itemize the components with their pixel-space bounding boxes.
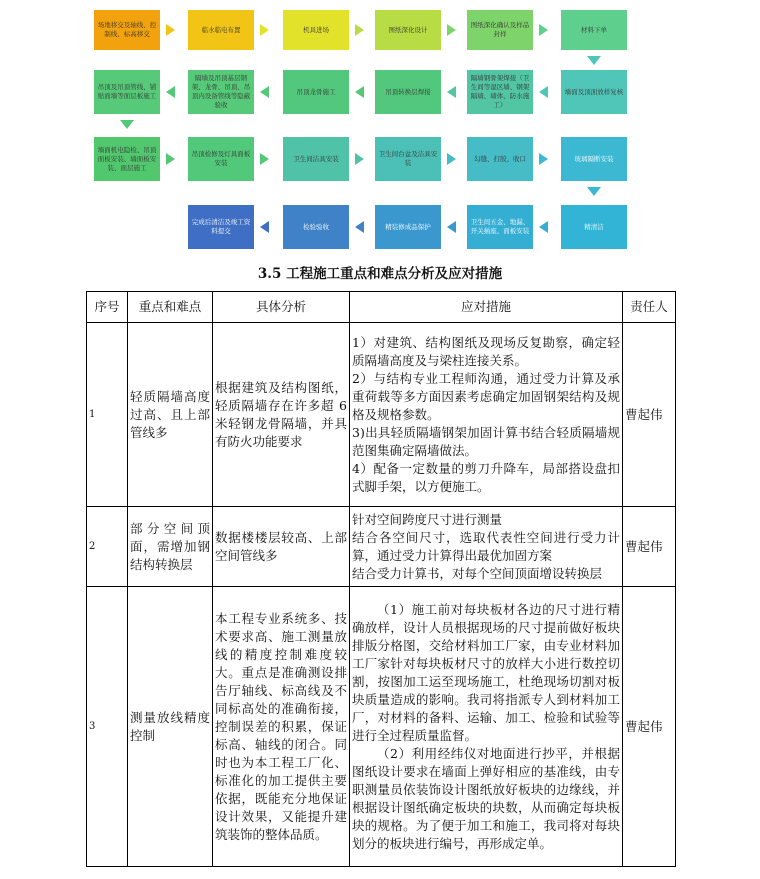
header-analysis: 具体分析 — [213, 292, 350, 323]
arrow-right-icon — [166, 24, 175, 36]
measure-item: 1）对建筑、结构图纸及现场反复勘察，确定轻质隔墙高度及与梁柱连接关系。 — [352, 334, 620, 368]
arrow-left-icon — [355, 86, 364, 98]
flow-step: 场地移交及轴线、控制线、标高移交 — [94, 10, 160, 50]
flow-step: 临水临电布置 — [188, 10, 254, 50]
table-row — [87, 323, 676, 507]
header-owner: 责任人 — [623, 292, 676, 323]
flow-step: 卫生间五金、地漏、开关插座、面板安装 — [467, 205, 533, 249]
flow-step: 精装修成品保护 — [375, 205, 441, 249]
measure-item: 针对空间跨度尺寸进行测量 — [352, 511, 503, 527]
flow-step: 检验验收 — [283, 205, 349, 249]
owner-cell: 曹起伟 — [623, 507, 676, 587]
flow-step: 隔墙钢骨架焊接（卫生间等湿区墙、钢架隔墙、墙体、防水施工） — [467, 70, 533, 114]
arrow-right-icon — [260, 24, 269, 36]
flow-step: 完成后清洁及竣工资料提交 — [188, 205, 254, 249]
arrow-left-icon — [447, 86, 456, 98]
measure-item: 4）配备一定数量的剪刀升降车，局部搭设盘扣式脚手架，以方便施工。 — [352, 460, 620, 494]
key-point-cell: 轻质隔墙高度过高、且上部管线多 — [128, 323, 213, 507]
arrow-left-icon — [539, 221, 548, 233]
flow-step: 吊顶转换层焊接 — [375, 70, 441, 114]
arrow-right-icon — [447, 24, 456, 36]
arrow-right-icon — [166, 153, 175, 165]
owner-cell: 曹起伟 — [623, 323, 676, 507]
analysis-cell: 本工程专业系统多、技术要求高、施工测量放线的精度控制难度较大。重点是准确测设排告厅轴线、标高线及不同标高处的准确衔接，控制误差的积累，保证标高、轴线的闭合。同时也为本工程工厂化、标准化的加工提供主要依据，既能充分地保证设计效果，又能提升建筑装饰的整体品质。 — [213, 587, 350, 867]
analysis-table — [86, 291, 676, 867]
flow-step: 卫生间台盆及洁具安装 — [375, 137, 441, 181]
arrow-left-icon — [447, 221, 456, 233]
row-number: 3 — [87, 587, 128, 867]
measure-item: （2）利用经纬仪对地面进行抄平，并根据图纸设计要求在墙面上弹好相应的基准线，由专职测量员依装饰设计图纸放好板块的边缘线，并根据设计图纸确定板块的块数，从而确定每块板块的规格。为了便于加工和施工，我司将对每块划分的板块进行编号，再形成定单。 — [352, 745, 620, 851]
row-number: 2 — [87, 507, 128, 587]
arrow-right-icon — [355, 153, 364, 165]
table-row — [87, 587, 676, 867]
row-number: 1 — [87, 323, 128, 507]
arrow-right-icon — [260, 153, 269, 165]
flow-step: 勾缝、打胶、收口 — [467, 137, 533, 181]
flow-step: 图纸深化设计 — [375, 10, 441, 50]
flow-step: 玻璃隔断安装 — [561, 137, 627, 181]
key-point-cell: 部分空间顶面，需增加钢结构转换层 — [128, 507, 213, 587]
analysis-cell: 数据楼楼层较高、上部空间管线多 — [213, 507, 350, 587]
measures-cell — [350, 587, 623, 867]
arrow-left-icon — [166, 86, 175, 98]
arrow-left-icon — [260, 221, 269, 233]
header-no: 序号 — [87, 292, 128, 323]
key-point-cell: 测量放线精度控制 — [128, 587, 213, 867]
table-row — [87, 507, 676, 587]
arrow-right-icon — [539, 153, 548, 165]
header-key-point: 重点和难点 — [128, 292, 213, 323]
flow-step: 吊顶检修及灯具面板安装 — [188, 137, 254, 181]
flow-step: 材料下单 — [561, 10, 627, 50]
measure-item: 3)出具轻质隔墙钢架加固计算书结合轻质隔墙规范图集确定隔墙做法。 — [352, 424, 620, 458]
flow-step: 隔墙及吊顶基层钢架、龙骨、吊顶、吊顶内设备管线等隐蔽验收 — [188, 70, 254, 114]
measures-cell — [350, 507, 623, 587]
arrow-left-icon — [355, 221, 364, 233]
arrow-right-icon — [447, 153, 456, 165]
measure-item: 结合各空间尺寸，选取代表性空间进行受力计算，通过受力计算得出最优加固方案 — [352, 529, 620, 563]
arrow-left-icon — [260, 86, 269, 98]
flow-step: 精清洁 — [561, 205, 627, 249]
analysis-cell: 根据建筑及结构图纸，轻质隔墙存在许多超 6 米轻钢龙骨隔墙，并具有防火功能要求 — [213, 323, 350, 507]
arrow-down-icon — [587, 187, 601, 196]
flow-step: 机具进场 — [283, 10, 349, 50]
flow-step: 卫生间洁具安装 — [283, 137, 349, 181]
flow-step: 墙面及顶面放样复核 — [561, 70, 627, 114]
header-measures: 应对措施 — [350, 292, 623, 323]
measure-item: （1）施工前对每块板材各边的尺寸进行精确放样，设计人员根据现场的尺寸提前做好板块排版分格图，交给材料加工厂家，由专业材料加工厂家针对每块板材尺寸的放样大小进行数控切割，按图加工运至现场施工，杜绝现场切割对板块质量造成的影响。我司将指派专人到材料加工厂，对材料的备料、运输、加工、检验和试验等进行全过程质量监督。 — [352, 601, 620, 743]
arrow-down-icon — [120, 120, 134, 129]
table-header-row — [87, 292, 676, 323]
measure-item: 结合受力计算书，对每个空间顶面增设转换层 — [352, 565, 603, 581]
arrow-right-icon — [355, 24, 364, 36]
section-title: 3.5 工程施工重点和难点分析及应对措施 — [257, 266, 503, 282]
owner-cell: 曹起伟 — [623, 587, 676, 867]
flow-step: 吊顶及吊顶管线、铺贴面墙等面层板施工 — [94, 70, 160, 114]
measure-item: 2）与结构专业工程师沟通，通过受力计算及承重荷载等多方面因素考虑确定加固钢架结构及规格及规格参数。 — [352, 370, 620, 422]
measures-cell — [350, 323, 623, 507]
construction-flowchart — [0, 0, 760, 255]
flow-step: 墙面机电隐检、吊顶面板安装、墙面板安装、面层施工 — [94, 137, 160, 181]
flow-step: 图纸深化确认及样品封样 — [467, 10, 533, 50]
arrow-left-icon — [539, 86, 548, 98]
arrow-right-icon — [539, 24, 548, 36]
flow-step: 吊顶龙骨施工 — [283, 70, 349, 114]
arrow-down-icon — [587, 56, 601, 65]
